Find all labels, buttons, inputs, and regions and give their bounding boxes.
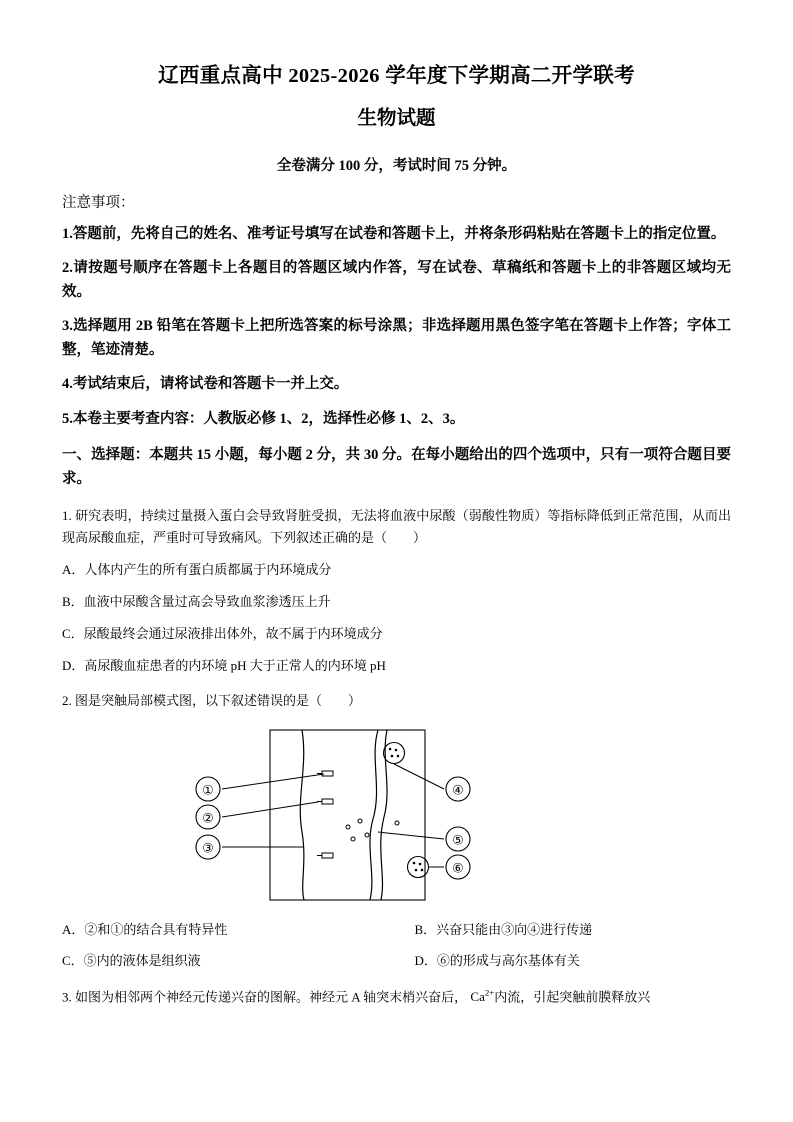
calcium-ion-formula [470,989,494,1004]
synapse-diagram [182,727,612,907]
question-2-option-c: C．⑤内的液体是组织液 [62,953,201,969]
question-1-option-b: B．血液中尿酸含量过高会导致血浆渗透压上升 [62,594,331,610]
question-3-stem-before: 3. 如图为相邻两个神经元传递兴奋的图解。神经元 A 轴突末梢兴奋后， [62,989,468,1005]
notice-heading: 注意事项： [62,194,135,211]
notice-item-2: 2.请按题号顺序在答题卡上各题目的答题区域内作答，写在试卷、草稿纸和答题卡上的非答题区域均无效。 [62,260,731,300]
figure-label-2 [196,805,220,829]
question-1-option-c: C．尿酸最终会通过尿液排出体外，故不属于内环境成分 [62,625,383,641]
svg-text:⑥: ⑥ [451,861,464,877]
exam-meta: 全卷满分 100 分，考试时间 75 分钟。 [276,157,517,174]
figure-label-5 [446,827,470,851]
notice-item-4: 4.考试结束后，请将试卷和答题卡一并上交。 [62,376,349,393]
svg-text:④: ④ [451,783,464,799]
question-2-options-row-1 [62,920,731,941]
question-2-option-d: D．⑥的形成与高尔基体有关 [414,953,580,969]
receptor-1 [322,771,333,776]
vesicle-top [383,742,404,763]
calcium-symbol: Ca [470,989,485,1005]
question-2-options-row-2 [62,951,731,972]
page-subtitle: 生物试题 [357,107,436,129]
notice-item-5: 5.本卷主要考查内容：人教版必修 1、2，选择性必修 1、2、3。 [62,410,465,427]
figure-frame [270,730,425,900]
receptor-2 [322,799,333,804]
question-1-stem: 1. 研究表明，持续过量摄入蛋白会导致肾脏受损，无法将血液中尿酸（弱酸性物质）等指标降低到正常范围，从而出现高尿酸血症，严重时可导致痛风。下列叙述正确的是（ ） [62,508,731,546]
svg-text:⑤: ⑤ [451,833,464,849]
svg-text:②: ② [201,811,214,827]
leader-line-1 [222,774,324,789]
postsynaptic-membrane [369,730,377,900]
transmitter-dot-3 [351,837,355,841]
transmitter-dot-2 [358,819,362,823]
question-2-option-a: A．②和①的结合具有特异性 [62,921,228,937]
svg-text:①: ① [201,783,214,799]
receptor-3 [322,853,333,858]
svg-text:③: ③ [201,841,214,857]
question-1-option-d: D．高尿酸血症患者的内环境 pH 大于正常人的内环境 pH [62,657,386,673]
transmitter-dot-5 [395,821,399,825]
notice-item-3: 3.选择题用 2B 铅笔在答题卡上把所选答案的标号涂黑；非选择题用黑色签字笔在答题卡上作答；字体工整，笔迹清楚。 [62,318,731,358]
question-3-stem-after: 内流，引起突触前膜释放兴 [494,989,651,1005]
question-3-stem [62,986,731,1008]
question-2-option-b: B．兴奋只能由③向④进行传递 [414,921,593,937]
page-title: 辽西重点高中 2025-2026 学年度下学期高二开学联考 [158,65,635,87]
notice-item-1: 1.答题前，先将自己的姓名、准考证号填写在试卷和答题卡上，并将条形码粘贴在答题卡上的指定位置。 [62,225,726,242]
leader-line-5 [378,832,444,839]
transmitter-dot-1 [346,825,350,829]
question-2-stem: 2. 图是突触局部模式图，以下叙述错误的是（ ） [62,693,362,709]
figure-label-1 [196,777,220,801]
transmitter-dot-4 [365,833,369,837]
calcium-charge: 2+ [484,988,495,999]
question-2-figure [62,727,731,909]
figure-label-6 [446,855,470,879]
figure-label-3 [196,835,220,859]
leader-line-4 [394,764,444,789]
figure-label-4 [446,777,470,801]
question-1-option-a: A．人体内产生的所有蛋白质都属于内环境成分 [62,562,332,578]
section-heading-one: 一、选择题：本题共 15 小题，每小题 2 分，共 30 分。在每小题给出的四个选项中，只有一项符合题目要求。 [62,447,731,487]
presynaptic-membrane-left [300,730,304,900]
